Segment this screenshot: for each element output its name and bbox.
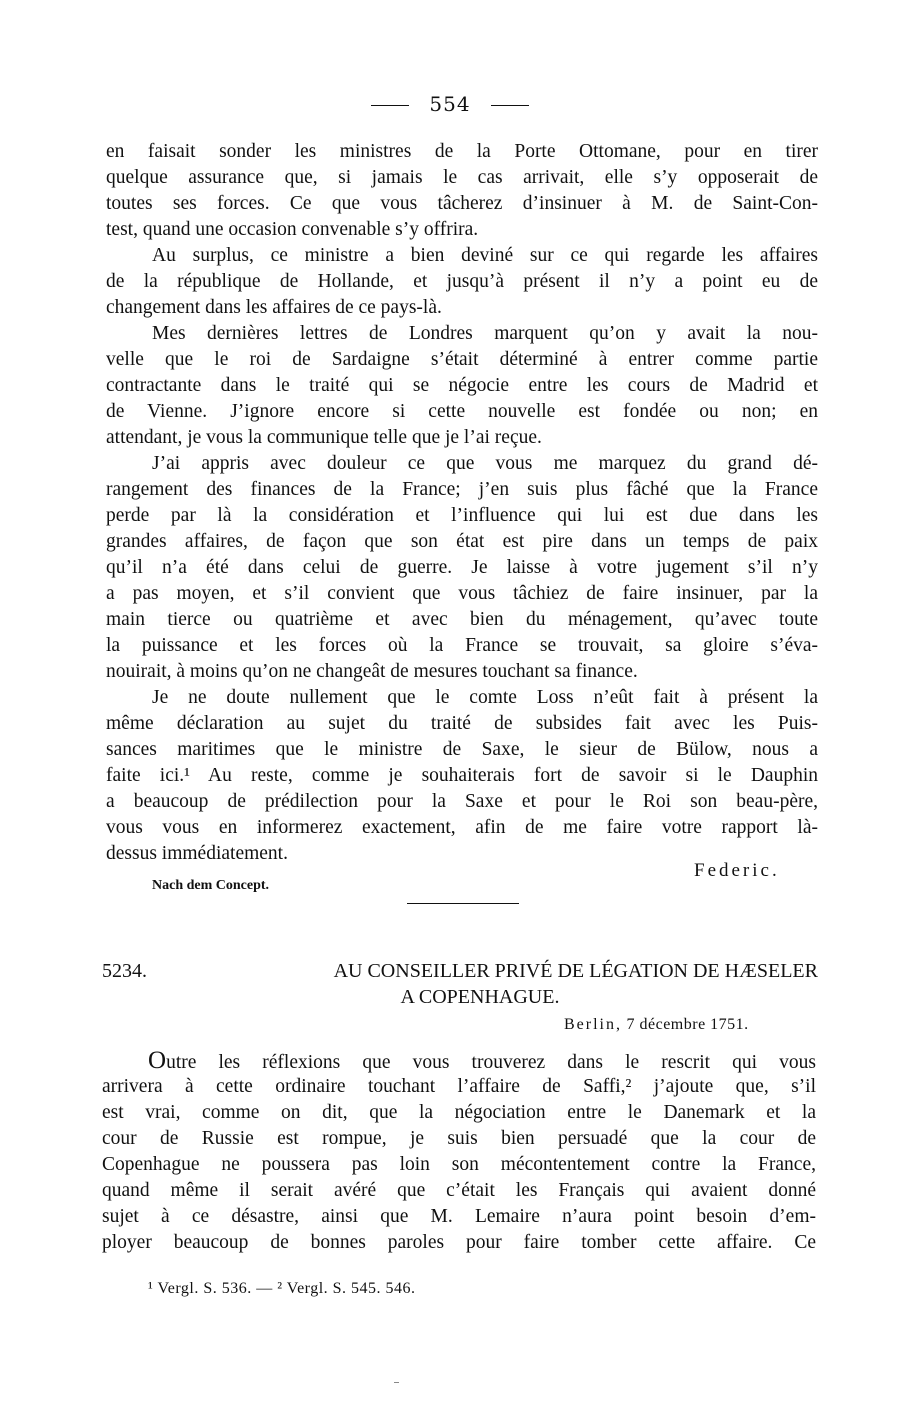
page-number-right-rule [491, 105, 529, 106]
text-line: arrivera à cette ordinaire touchant l’affaire de Saffi,² j’ajoute que, s’il [102, 1076, 816, 1097]
page-number-left-rule [371, 105, 409, 106]
text-line: main tierce ou quatrième et avec bien du ménagement, qu’avec toute [106, 609, 818, 630]
text-line: Copenhague ne poussera pas loin son mécontentement contre la France, [102, 1154, 816, 1175]
text-line: attendant, je vous la communique telle que je l’ai reçue. [106, 427, 542, 448]
text-line: perde par là la considération et l’influence qui lui est due dans les [106, 505, 818, 526]
section-separator [407, 903, 519, 904]
text-line: quelque assurance que, si jamais le cas arrivait, elle s’y opposerait de [106, 167, 818, 188]
footnotes: ¹ Vergl. S. 536. — ² Vergl. S. 545. 546. [148, 1280, 416, 1297]
document-number: 5234. [102, 960, 147, 982]
place-date [564, 1016, 749, 1034]
addressee-title: AU CONSEILLER PRIVÉ DE LÉGATION DE HÆSELER [333, 960, 818, 982]
paragraph-1 [106, 139, 818, 243]
text-line: test, quand une occasion convenable s’y offrira. [106, 219, 479, 240]
text-line: qu’il n’a été dans celui de guerre. Je laisse à votre jugement s’il n’y [106, 557, 818, 578]
letter-2-body [102, 1048, 816, 1256]
text-line: en faisait sonder les ministres de la Porte Ottomane, pour en tirer [106, 141, 818, 162]
text-line: la puissance et les forces où la France se trouvait, sa gloire s’éva- [106, 635, 818, 656]
page-number-text: 554 [429, 92, 471, 116]
text-line: a beaucoup de prédilection pour la Saxe et pour le Roi son beau-père, [106, 791, 818, 812]
text-line: toutes ses forces. Ce que vous tâcherez d’insinuer à M. de Saint-Con- [106, 193, 818, 214]
paragraph-2 [106, 243, 818, 321]
text-line: changement dans les affaires de ce pays-là. [106, 297, 442, 318]
signature: Federic. [694, 860, 780, 881]
source-note: Nach dem Concept. [152, 878, 270, 893]
text-line: nouirait, à moins qu’on ne changeât de mesures touchant sa finance. [106, 661, 638, 682]
text-line: de Vienne. J’ignore encore si cette nouvelle est fondée ou non; en [106, 401, 818, 422]
date: 7 décembre 1751. [626, 1016, 749, 1033]
text-line: Au surplus, ce ministre a bien deviné sur ce qui regarde les affaires [152, 245, 818, 266]
text-line: sujet à ce désastre, ainsi que M. Lemaire n’aura point besoin d’em- [102, 1206, 816, 1227]
text-line: J’ai appris avec douleur ce que vous me marquez du grand dé- [152, 453, 818, 474]
text-line: cour de Russie est rompue, je suis bien persuadé que la cour de [102, 1128, 816, 1149]
heading-line-1 [102, 958, 818, 984]
text-line: faite ici.¹ Au reste, comme je souhaiterais fort de savoir si le Dauphin [106, 765, 818, 786]
text-line-rest: utre les réflexions que vous trouverez dans le rescrit qui vous [166, 1052, 816, 1073]
paragraph-5 [106, 685, 818, 867]
text-line: rangement des finances de la France; j’en suis plus fâché que la France [106, 479, 818, 500]
text-line: grandes affaires, de façon que son état est pire dans un temps de paix [106, 531, 818, 552]
text-line: contractante dans le traité qui se négocie entre les cours de Madrid et [106, 375, 818, 396]
text-line: Je ne doute nullement que le comte Loss n’eût fait à présent la [152, 687, 818, 708]
letter-1-body [106, 139, 818, 867]
text-line: dessus immédiatement. [106, 843, 288, 864]
text-line: ployer beaucoup de bonnes paroles pour faire tomber cette affaire. Ce [102, 1232, 816, 1253]
paragraph-4 [106, 451, 818, 685]
text-line: a pas moyen, et s’il convient que vous tâchiez de faire insinuer, par la [106, 583, 818, 604]
text-line: même déclaration au sujet du traité de subsides fait avec les Puis- [106, 713, 818, 734]
dropcap: O [148, 1047, 167, 1074]
addressee-location: A COPENHAGUE. [400, 986, 560, 1008]
text-line: velle que le roi de Sardaigne s’était déterminé à entrer comme partie [106, 349, 818, 370]
place: Berlin, [564, 1016, 622, 1033]
page-number [0, 92, 900, 116]
text-line: quand même il serait avéré que c’était les Français qui avaient donné [102, 1180, 816, 1201]
text-line: sances maritimes que le ministre de Saxe, le sieur de Bülow, nous a [106, 739, 818, 760]
document-heading [102, 958, 818, 1010]
text-line: de la république de Hollande, et jusqu’à présent il n’y a point eu de [106, 271, 818, 292]
text-line: Mes dernières lettres de Londres marquent qu’on y avait la nou- [152, 323, 818, 344]
text-line [102, 1048, 816, 1074]
paragraph-3 [106, 321, 818, 451]
text-line: est vrai, comme on dit, que la négociation entre le Danemark et la [102, 1102, 816, 1123]
scan-mark [394, 1382, 399, 1383]
text-line: vous vous en informerez exactement, afin de me faire votre rapport là- [106, 817, 818, 838]
